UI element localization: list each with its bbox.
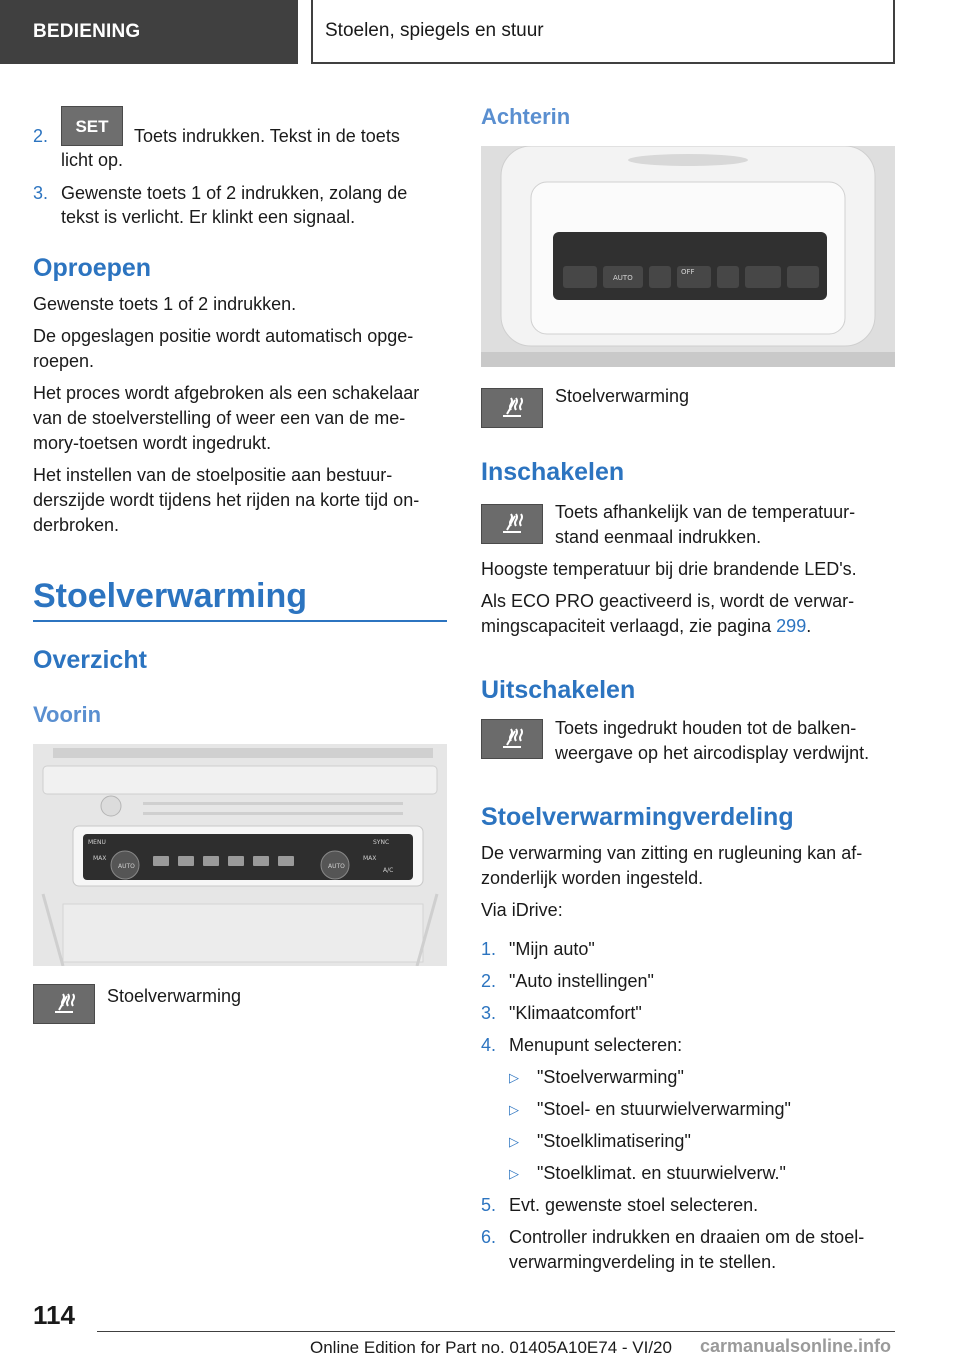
seat-heating-icon xyxy=(481,504,543,544)
paragraph: zonderlijk worden ingesteld. xyxy=(481,868,704,888)
paragraph: Toets afhankelijk van de temperatuur‐ xyxy=(555,502,856,522)
list-item: 1. "Mijn auto" xyxy=(481,939,595,959)
paragraph: Het instellen van de stoelpositie aan bestuur‐ xyxy=(33,465,393,485)
list-item: 2. "Auto instellingen" xyxy=(481,971,654,991)
paragraph: mingscapaciteit verlaagd, zie pagina 299. xyxy=(481,616,812,636)
section-heading-oproepen: Oproepen xyxy=(33,254,152,282)
section-heading-overzicht: Overzicht xyxy=(33,646,147,674)
header-chapter xyxy=(311,0,895,64)
header-section-label: BEDIENING xyxy=(33,21,141,42)
header-chapter-label: Stoelen, spiegels en stuur xyxy=(325,20,544,41)
watermark: carmanualsonline.info xyxy=(700,1336,892,1356)
svg-text:MENU: MENU xyxy=(88,839,106,846)
seat-heating-icon xyxy=(481,388,543,428)
bullet-triangle-icon: ▷ xyxy=(509,1070,519,1085)
page-link[interactable]: 299 xyxy=(776,616,807,636)
paragraph: Als ECO PRO geactiveerd is, wordt de verwar‐ xyxy=(481,591,855,611)
paragraph: roepen. xyxy=(33,351,95,371)
paragraph: mory-toetsen wordt ingedrukt. xyxy=(33,433,272,453)
rear-panel-illustration xyxy=(481,146,895,367)
bullet-triangle-icon: ▷ xyxy=(509,1102,519,1117)
paragraph: van de stoelverstelling of weer een van de me‐ xyxy=(33,408,406,428)
list-item: 3. "Klimaatcomfort" xyxy=(481,1003,642,1023)
svg-text:OFF: OFF xyxy=(681,268,695,276)
paragraph: Het proces wordt afgebroken als een schakelaar xyxy=(33,383,420,403)
step-3 xyxy=(33,181,447,227)
paragraph: derszijde wordt tijdens het rijden na korte tijd on‐ xyxy=(33,490,420,510)
section-heading-inschakelen: Inschakelen xyxy=(481,458,625,486)
page-number: 114 xyxy=(33,1300,75,1330)
step-2 xyxy=(33,116,447,170)
svg-text:AUTO: AUTO xyxy=(118,863,135,870)
header-section xyxy=(0,0,298,64)
rear-climate-panel-image xyxy=(481,146,895,367)
section-heading-uitschakelen: Uitschakelen xyxy=(481,676,636,704)
step-text: Toets indrukken. Tekst in de toets xyxy=(134,126,400,146)
list-item: 6. Controller indrukken en draaien om de stoel‐ verwarmingverdeling in te stellen. xyxy=(481,1227,865,1272)
step-number: 3. xyxy=(33,183,49,203)
subheading-achterin: Achterin xyxy=(481,104,571,129)
front-panel-illustration xyxy=(33,744,447,966)
seat-heating-icon xyxy=(481,719,543,759)
bullet-triangle-icon: ▷ xyxy=(509,1134,519,1149)
step-number: 2. xyxy=(33,126,49,146)
title-rule xyxy=(33,620,447,622)
icon-caption: Stoelverwarming xyxy=(107,986,242,1006)
step-text: tekst is verlicht. Er klinkt een signaal. xyxy=(61,207,356,227)
svg-text:A/C: A/C xyxy=(383,867,394,874)
paragraph: Toets ingedrukt houden tot de balken‐ xyxy=(555,718,857,738)
paragraph: Via iDrive: xyxy=(481,900,563,920)
paragraph: stand eenmaal indrukken. xyxy=(555,527,762,547)
svg-text:MAX: MAX xyxy=(93,855,107,862)
step-text: licht op. xyxy=(61,150,124,170)
list-item: 4. Menupunt selecteren: xyxy=(481,1035,683,1055)
section-heading-verdeling: Stoelverwarmingverdeling xyxy=(481,803,794,831)
front-climate-panel-image xyxy=(33,744,447,966)
bullet-triangle-icon: ▷ xyxy=(509,1166,519,1181)
list-item: 5. Evt. gewenste stoel selecteren. xyxy=(481,1195,759,1215)
paragraph: De opgeslagen positie wordt automatisch opge‐ xyxy=(33,326,414,346)
subheading-voorin: Voorin xyxy=(33,702,102,727)
svg-text:SYNC: SYNC xyxy=(373,839,390,846)
icon-caption: Stoelverwarming xyxy=(555,386,690,406)
footer-rule xyxy=(97,1331,895,1332)
main-title: Stoelverwarming xyxy=(33,577,307,615)
set-button-icon: SET xyxy=(61,106,123,146)
svg-text:MAX: MAX xyxy=(363,855,377,862)
paragraph: derbroken. xyxy=(33,515,120,535)
paragraph: De verwarming van zitting en rugleuning kan af‐ xyxy=(481,843,863,863)
paragraph: Gewenste toets 1 of 2 indrukken. xyxy=(33,294,297,314)
paragraph: Hoogste temperatuur bij drie brandende LED's. xyxy=(481,559,857,579)
paragraph: weergave op het aircodisplay verdwijnt. xyxy=(555,743,870,763)
svg-text:AUTO: AUTO xyxy=(328,863,345,870)
edition-text: Online Edition for Part no. 01405A10E74 - VI/20 xyxy=(310,1338,672,1357)
svg-text:AUTO: AUTO xyxy=(613,274,633,282)
step-text: Gewenste toets 1 of 2 indrukken, zolang de xyxy=(61,183,408,203)
seat-heating-icon xyxy=(33,984,95,1024)
